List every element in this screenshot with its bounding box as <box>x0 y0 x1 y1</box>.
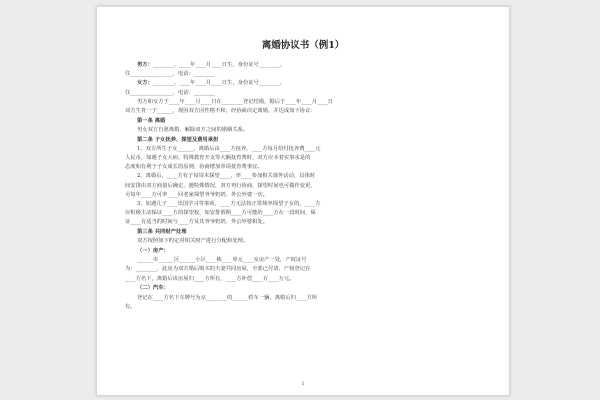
section-heading: 第二条 子女抚养、探望及费用承担 <box>137 136 219 143</box>
document-line: ______市______区______小区____栋____单元____室房产一处，产权证号 <box>137 257 307 264</box>
section-heading: （二）汽车： <box>137 285 169 292</box>
document-page <box>96 6 510 396</box>
party-label: 女方： <box>137 80 153 87</box>
party-label: 男方： <box>137 62 153 68</box>
document-line: 间安排由双方商量后确定，遇特殊情况，双方再行协商，探望时间也可做作变更， <box>125 182 316 189</box>
document-line: 双方生育一子______，现因双方因性格不和，经协商决定离婚，并达成如下协议： <box>125 108 316 115</box>
document-line: 登记在____方名下车牌号为京________的______轿车一辆，离婚后归____方所 <box>137 294 318 301</box>
document-body <box>97 61 509 312</box>
document-line: 男方：________，____年____月____日生，身份证号________， <box>137 62 286 68</box>
document-line: 为：________，此房为双方婚后购买的夫妻共同房屋，全部已付清，产权登记在 <box>125 266 311 273</box>
document-line: 住________________，电话：________ <box>125 89 216 96</box>
document-line: 有。 <box>125 303 136 310</box>
document-line: 另每年____方可率____回老家探望爷爷奶奶、外公外婆一次。 <box>125 191 269 198</box>
section-heading: （一）房产： <box>137 248 169 255</box>
document-line: 住________________，电话：________ <box>125 71 216 78</box>
document-line: 人民币，如遇子女大病、特殊教育开支等大额抚育费时，双方应本着实事求是的 <box>125 155 311 162</box>
document-line: 女方：________，____年____月____日生，身份证号________， <box>137 80 286 87</box>
document-line: 双方按照如下约定对相关财产进行分配和处理。 <box>137 238 249 245</box>
document-line: 男女双方自愿离婚，解除双方之间的婚姻关系。 <box>137 126 249 133</box>
document-line: 证____有适当的时间与____方及其爷爷奶奶、外公外婆相处。 <box>125 219 269 226</box>
document-line: 2、离婚后，____方有子每周末探望____，率____参加相关课外活动，具体时 <box>137 173 316 180</box>
document-line: ____方名下，离婚后该房屋归____方所有，____方补偿____方____万元。 <box>125 275 295 282</box>
document-line: 态度和有利于子女成长的原则，协商增加单项抚育费事宜。 <box>125 164 263 171</box>
document-line: 男方和女方于____年____月____日在________登记结婚，婚后于____年____月____日 <box>137 98 333 105</box>
document-line: 应积极主动保证____方的探望权，如安排假期____方可能的____方在一段时间，保 <box>125 210 316 217</box>
document-title: 离婚协议书（例1） <box>261 40 345 51</box>
page-number: 1 <box>301 382 305 387</box>
section-heading: 第一条 离婚 <box>137 117 166 124</box>
section-heading: 第三条 共同财产处理 <box>137 229 187 236</box>
document-line: 3、如遇儿子____出国学习等事项，____方无法按正常频率探望子女的，____方 <box>137 201 321 208</box>
document-line: 1、双方所生子女______，离婚后由____方抚养，____方每月给付抚养费____元 <box>137 145 321 152</box>
